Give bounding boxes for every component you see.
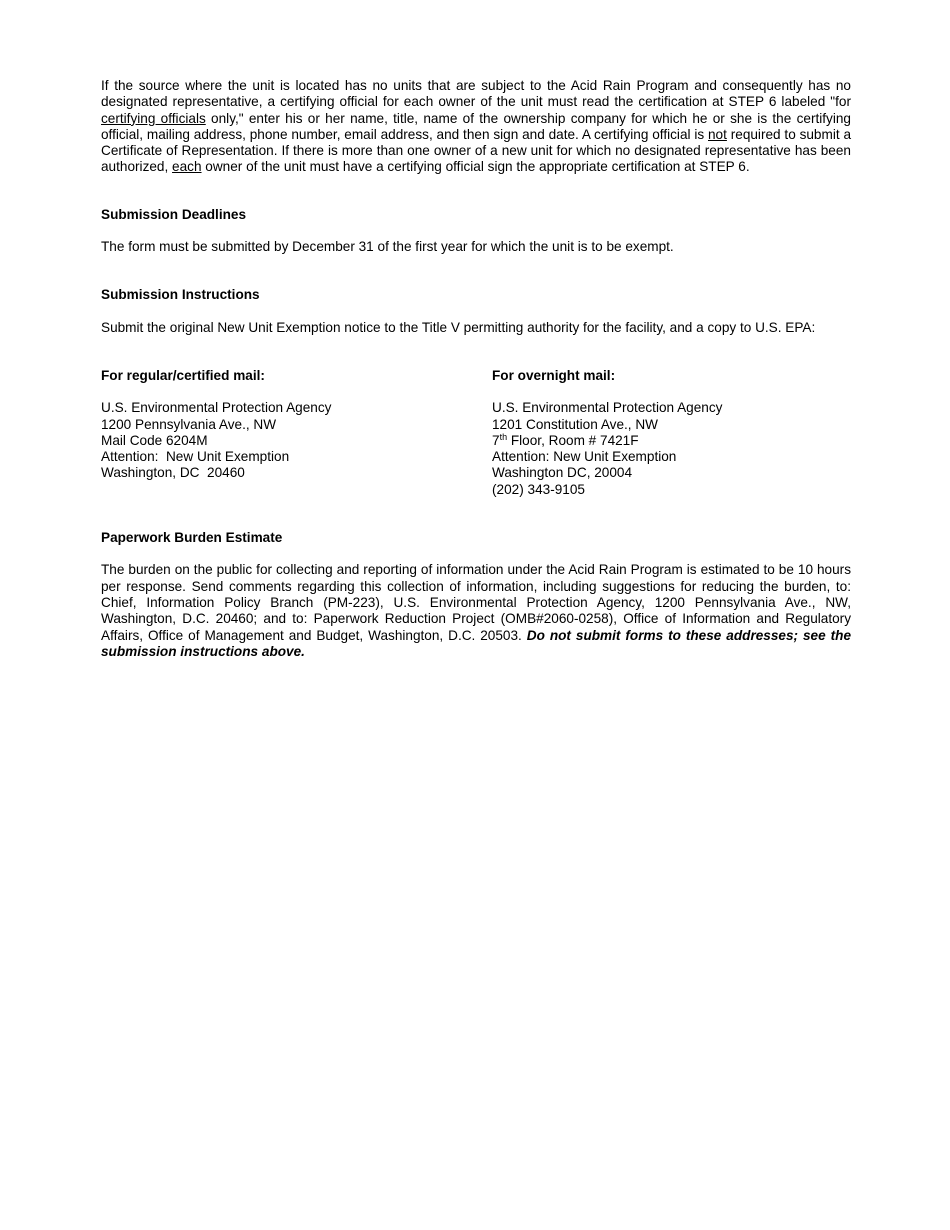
underlined-not: not (708, 126, 727, 142)
paperwork-burden-heading: Paperwork Burden Estimate (101, 530, 283, 546)
overnight-mail-column (492, 368, 851, 498)
address-line: Washington DC, 20004 (492, 465, 633, 481)
submission-deadlines-text: The form must be submitted by December 31 of the first year for which the unit is to be exempt. (101, 239, 674, 255)
address-line: U.S. Environmental Protection Agency (492, 400, 723, 416)
intro-paragraph: If the source where the unit is located has no units that are subject to the Acid Rain Program and consequently has no designated representative, a certifying official for each owner of the unit must read the certification at STEP 6 labeled "for certifying officials only," enter his or her name, title, name of the ownership company for which he or she is the certifying official, mailing address, phone number, email address, and then sign and date. A certifying official is not required to submit a Certificate of Representation. If there is more than one owner of a new unit for which no designated representative has been authorized, each owner of the unit must have a certifying official sign the appropriate certification at STEP 6. (101, 78, 851, 175)
address-line: Washington, DC 20460 (101, 465, 245, 481)
address-line: U.S. Environmental Protection Agency (101, 400, 332, 416)
address-line: Mail Code 6204M (101, 432, 208, 448)
submission-instructions-text: Submit the original New Unit Exemption notice to the Title V permitting authority for the facility, and a copy to U.S. EPA: (101, 319, 816, 335)
submission-instructions-heading: Submission Instructions (101, 287, 260, 303)
regular-mail-heading: For regular/certified mail: (101, 367, 265, 383)
overnight-mail-address (492, 400, 851, 498)
underlined-certifying-officials: certifying officials (101, 110, 206, 126)
address-line: 1200 Pennsylvania Ave., NW (101, 416, 277, 432)
paperwork-burden-text: The burden on the public for collecting and reporting of information under the Acid Rain Program is estimated to be 10 hours per response. Send comments regarding this collection of information, including suggestions for reducing the burden, to: Chief, Information Policy Branch (PM-223), U.S. Environmental Protection Agency, 1200 Pennsylvania Ave., NW, Washington, D.C. 20460; and to: Paperwork Reduction Project (OMB#2060-0258), Office of Information and Regulatory Affairs, Office of Management and Budget, Washington, D.C. 20503. Do not submit forms to these addresses; see the submission instructions above. (101, 562, 852, 659)
document-page (101, 78, 851, 660)
address-line: Attention: New Unit Exemption (101, 449, 290, 465)
address-line-floor: 7th Floor, Room # 7421F (492, 431, 639, 448)
overnight-mail-heading: For overnight mail: (492, 367, 616, 383)
phone-number: (202) 343-9105 (492, 481, 585, 497)
submission-deadlines-heading: Submission Deadlines (101, 206, 247, 222)
address-line: Attention: New Unit Exemption (492, 449, 677, 465)
do-not-submit-warning: Do not submit forms to these addresses; see the submission instructions above. (101, 627, 852, 659)
mailing-addresses (101, 368, 851, 498)
address-line: 1201 Constitution Ave., NW (492, 416, 658, 432)
underlined-each: each (172, 159, 202, 175)
regular-mail-address (101, 400, 492, 481)
regular-mail-column (101, 368, 492, 498)
